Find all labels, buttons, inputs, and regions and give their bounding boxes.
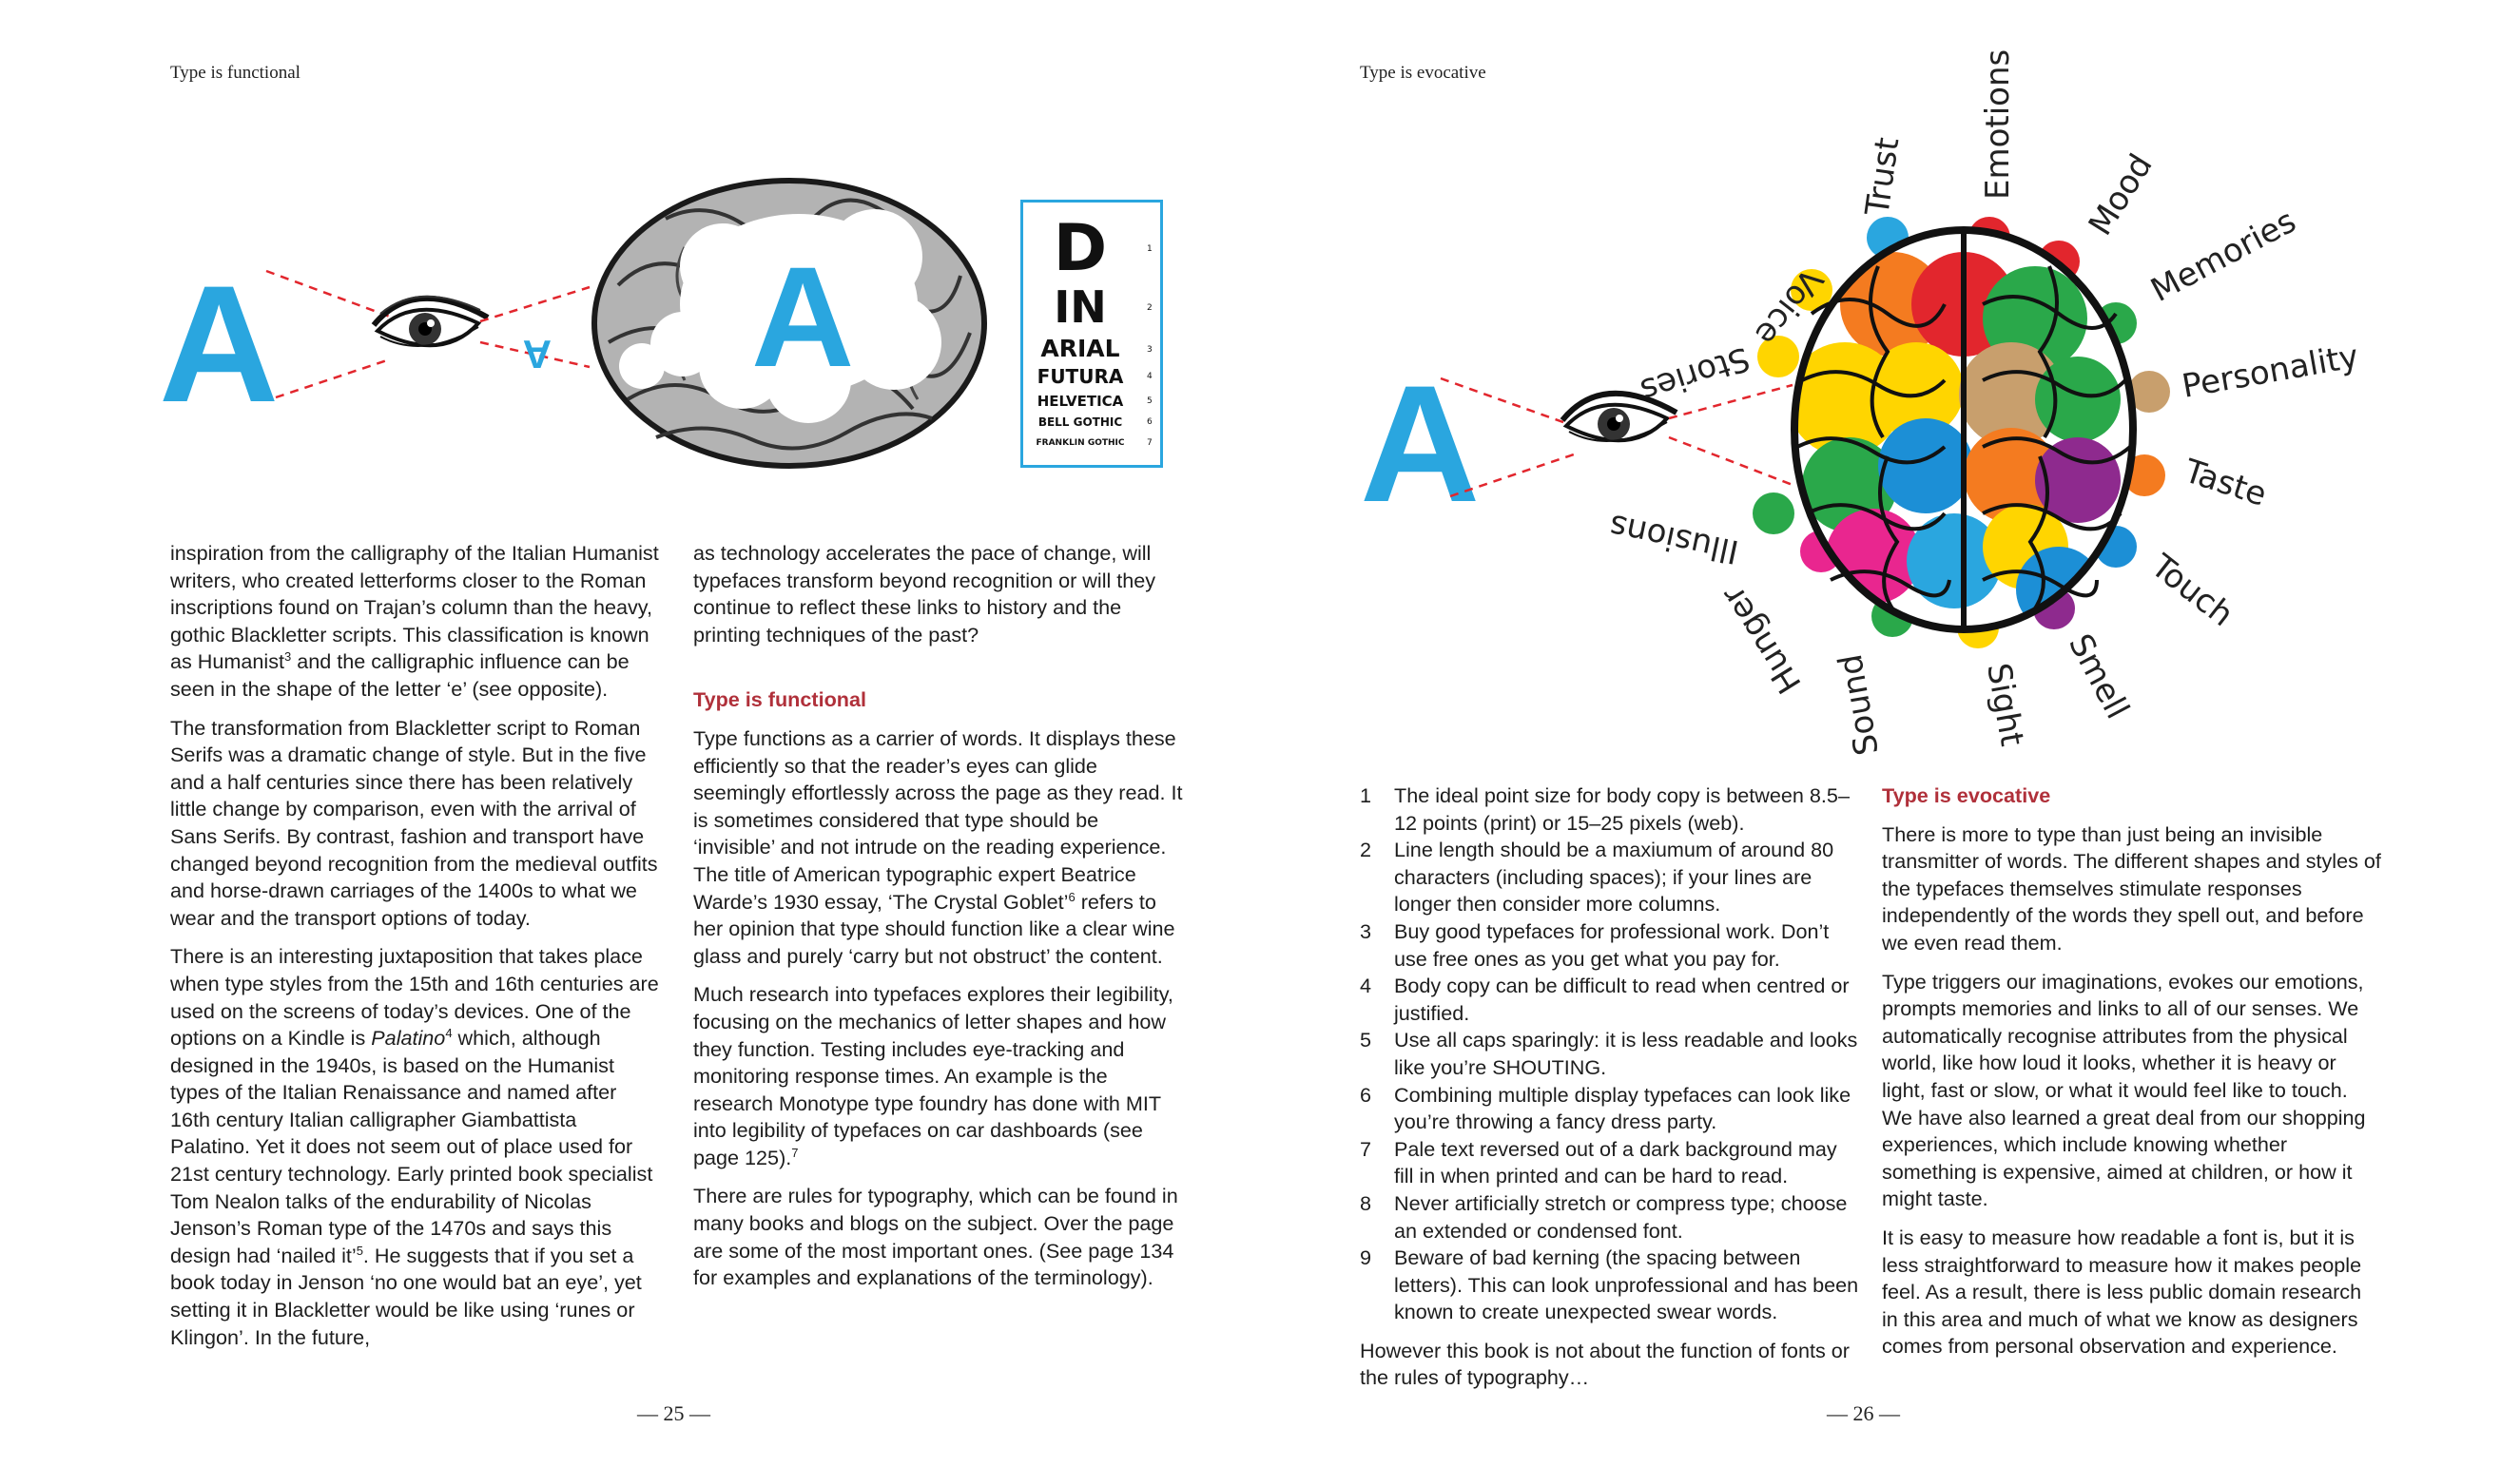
rule-item: 9 Beware of bad kerning (the spacing between letters). This can look unprofessional and has been known to create unexpected swear words.	[1360, 1245, 1859, 1324]
left-col2-para-3: Much research into typefaces explores their legibility, focusing on the mechanics of letter shapes and how they function. Testing includes eye-tracking and monitoring response times. An example is the research Monotype type foundry has done with MIT into legibility of typefaces on car dashboards (see page 125).$^7$	[693, 982, 1173, 1169]
left-col2-para-2: Type functions as a carrier of words. It displays these efficiently so that the reader’s eyes can glide seemingly effortlessly across the page as they read. It is sometimes considered that type should be ‘invisible’ and not intrude on the reading experience. The title of American typographic expert Beatrice Warde’s 1930 essay, ‘The Crystal Goblet’$^6$ refers to her opinion that type should function like a clear wine glass and purely ‘carry but not obstruct’ the content.	[693, 725, 1183, 968]
sense-voice: Voice	[1747, 261, 1831, 353]
sense-hunger: Hunger	[1714, 579, 1810, 701]
eye-chart-line-5: HELVETICA	[1037, 393, 1124, 410]
left-column-2	[693, 540, 1183, 1303]
eye-chart-line-3: ARIAL	[1040, 335, 1120, 362]
rule-item: 6 Combining multiple display typefaces can look like you’re throwing a fancy dress party.	[1360, 1082, 1851, 1134]
rule-item: 5 Use all caps sparingly: it is less readable and looks like you’re SHOUTING.	[1360, 1028, 1858, 1079]
eye-chart-num-4: 4	[1147, 372, 1153, 381]
colored-brain	[1788, 228, 2135, 637]
sense-stories: Stories	[1636, 338, 1754, 410]
left-col1-para-3: There is an interesting juxtaposition that takes place when type styles from the 15th and 16th centuries are used on the screens of today’s devices. One of the options on a Kindle is Palatino$^4$ which, although designed in the 1940s, is based on the Humanist types of the Italian Renaissance and named after 16th century Italian calligrapher Giambattista Palatino. Yet it does not seem out of place used for 21st century technology. Early printed book specialist Tom Nealon talks of the endurability of Nicolas Jenson’s Roman type of the 1470s and says this design had ‘nailed it’$^5$. He suggests that if you set a book today in Jenson ‘no one would bat an eye’, yet setting it in Blackletter would be like using ‘runes or Klingon’. In the future,	[170, 944, 659, 1349]
sense-illusions: Illusions	[1605, 506, 1742, 571]
left-col2-para-4: There are rules for typography, which can be found in many books and blogs on the subject. Over the page are some of the most important ones. (See page 134 for examples and explanations of the terminology).	[693, 1184, 1178, 1290]
typography-rules-list	[1360, 782, 1859, 1326]
eye-chart-num-1: 1	[1147, 244, 1153, 254]
big-letter-a: A	[159, 252, 280, 437]
eye-chart-num-5: 5	[1147, 396, 1153, 406]
eye-chart-line-6: BELL GOTHIC	[1037, 415, 1123, 429]
sightline-eye-lower-right	[1669, 437, 1793, 485]
eye-chart-line-7: FRANKLIN GOTHIC	[1036, 438, 1125, 448]
eye-chart	[1020, 200, 1163, 468]
eye-chart-num-7: 7	[1147, 438, 1153, 448]
right-page	[1260, 0, 2520, 1467]
running-head-left: Type is functional	[170, 63, 300, 83]
eye-icon	[374, 297, 488, 346]
thought-letter-a: A	[751, 237, 855, 396]
left-col1-para-2: The transformation from Blackletter script to Roman Serifs was a dramatic change of style. But in the five and a half centuries since there has been relatively little change by comparison, even with the arrival of Sans Serifs. By contrast, fashion and transport have changed beyond recognition from the medieval outfits and horse-drawn carriages of the 1400s to what we wear and the transport options of today.	[170, 715, 658, 930]
sightline-eye-upper	[480, 287, 590, 321]
sense-personality: Personality	[2179, 337, 2362, 406]
page-number-right: — 26 —	[1827, 1401, 1900, 1425]
sightline-upper	[266, 271, 390, 317]
sense-memories: Memories	[2144, 202, 2303, 310]
small-inverted-letter-a: A	[522, 332, 552, 376]
left-col1-para-1: inspiration from the calligraphy of the Italian Humanist writers, who created letterforms closer to the Roman inscriptions found on Trajan’s column than the heavy, gothic Blackletter scripts. This classification is known as Humanist$^3$ and the calligraphic influence can be seen in the shape of the letter ‘e’ (see opposite).	[170, 541, 659, 701]
eye-chart-line-1: D	[1053, 211, 1108, 286]
rule-item: 3 Buy good typefaces for professional work. Don’t use free ones as you get what you pay for.	[1360, 918, 1830, 971]
section-heading-functional: Type is functional	[693, 687, 866, 712]
evocative-column	[1882, 782, 2381, 1372]
evocative-para-1: There is more to type than just being an invisible transmitter of words. The different shapes and styles of the typefaces themselves stimulate responses independently of the words they spell out, and before we even read them.	[1882, 821, 2381, 955]
left-col2-para-1: as technology accelerates the pace of change, will typefaces transform beyond recognition or will they continue to reflect these links to history and the printing techniques of the past?	[693, 541, 1156, 647]
left-column-1	[170, 540, 660, 1362]
evocative-para-3: It is easy to measure how readable a font is, but it is less straightforward to measure how it makes people feel. As a result, there is less public domain research in this area and much of what we know as designers comes from personal observation and experience.	[1882, 1225, 2362, 1359]
rules-column	[1360, 782, 1859, 1403]
rule-item: 1 The ideal point size for body copy is between 8.5–12 points (print) or 15–25 pixels (web).	[1360, 783, 1850, 835]
sense-trust: Trust	[1858, 135, 1908, 219]
eye-chart-line-2: IN	[1054, 281, 1107, 333]
evocative-para-2: Type triggers our imaginations, evokes our emotions, prompts memories and links to all of our senses. We automatically recognise attributes from the physical world, like how loud it looks, whether it is heavy or light, fast or slow, or what it would feel like to touch. We have also learned a great deal from our shopping experiences, which include knowing whether something is expensive, aimed at children, or how it might taste.	[1882, 969, 2366, 1211]
eye-chart-num-3: 3	[1147, 345, 1153, 355]
sightline-lower	[276, 359, 390, 397]
rule-item: 4 Body copy can be difficult to read when centred or justified.	[1360, 974, 1850, 1025]
page-number-left: — 25 —	[637, 1401, 710, 1425]
sense-emotions: Emotions	[1979, 48, 2017, 200]
eye-chart-line-4: FUTURA	[1037, 365, 1124, 388]
sense-mood: Mood	[2081, 147, 2161, 242]
sense-smell: Smell	[2061, 627, 2137, 725]
big-letter-a-right: A	[1360, 352, 1481, 537]
sense-taste: Taste	[2180, 452, 2272, 514]
eye-chart-num-6: 6	[1147, 417, 1153, 427]
rules-closing: However this book is not about the function of fonts or the rules of typography…	[1360, 1338, 1850, 1390]
running-head-right: Type is evocative	[1360, 63, 1486, 83]
sense-sound: Sound	[1831, 650, 1887, 759]
eye-chart-num-2: 2	[1147, 303, 1153, 313]
evocative-illustration	[1260, 0, 2520, 780]
rule-item: 8 Never artificially stretch or compress type; choose an extended or condensed font.	[1360, 1190, 1848, 1243]
sense-touch: Touch	[2143, 547, 2240, 635]
rule-item: 7 Pale text reversed out of a dark background may fill in when printed and can be hard to read.	[1360, 1136, 1837, 1188]
rule-item: 2 Line length should be a maxiumum of around 80 characters (including spaces); if your lines are longer then consider more columns.	[1360, 838, 1834, 917]
section-heading-evocative: Type is evocative	[1882, 783, 2051, 807]
sense-sight: Sight	[1979, 660, 2031, 749]
